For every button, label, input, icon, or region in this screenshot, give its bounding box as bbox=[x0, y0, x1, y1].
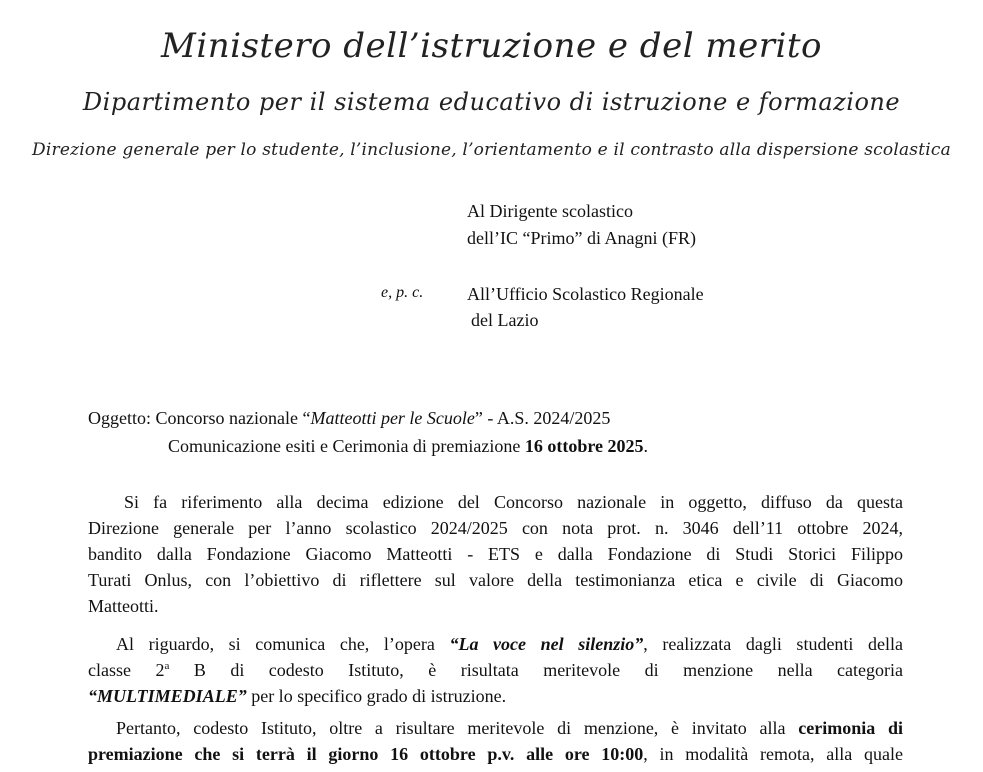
paragraph-1-line: Direzione generale per l’anno scolastico 2024/2025 con nota prot. n. 3046 dell’11 ottobre 2024, bbox=[88, 518, 903, 538]
paragraph-1-line: bandito dalla Fondazione Giacomo Matteotti - ETS e dalla Fondazione di Studi Storici Filippo bbox=[88, 544, 903, 564]
paragraph-1-line: Matteotti. bbox=[88, 596, 159, 616]
paragraph-2-line: Al riguardo, si comunica che, l’opera “La voce nel silenzio”, realizzata dagli studenti della bbox=[116, 634, 904, 654]
paragraph-1-line: Si fa riferimento alla decima edizione del Concorso nazionale in oggetto, diffuso da questa bbox=[124, 492, 903, 512]
letterhead-directorate: Direzione generale per lo studente, l’inclusione, l’orientamento e il contrasto alla dispersione scolastica bbox=[32, 140, 951, 160]
paragraph-3-line: premiazione che si terrà il giorno 16 ottobre p.v. alle ore 10:00, in modalità remota, alla quale bbox=[88, 744, 903, 764]
paragraph-1 bbox=[88, 489, 903, 619]
subject-line2-post: . bbox=[643, 436, 649, 456]
ceremony-date: 16 ottobre 2025 bbox=[524, 436, 644, 456]
subject-line2-pre: Comunicazione esiti e Cerimonia di premiazione bbox=[168, 436, 525, 456]
paragraph-3 bbox=[88, 715, 903, 767]
recipient-line-1: Al Dirigente scolastico bbox=[467, 201, 633, 221]
recipient-line-2: dell’IC “Primo” di Anagni (FR) bbox=[467, 228, 696, 248]
letterhead-department: Dipartimento per il sistema educativo di istruzione e formazione bbox=[82, 88, 901, 116]
paragraph-2-line: “MULTIMEDIALE” per lo specifico grado di istruzione. bbox=[88, 686, 507, 706]
paragraph-3-line: Pertanto, codesto Istituto, oltre a risultare meritevole di menzione, è invitato alla cerimonia di bbox=[116, 718, 903, 738]
cc-label: e, p. c. bbox=[381, 284, 424, 301]
paragraph-2-line: classe 2$^a$ B di codesto Istituto, è risultata meritevole di menzione nella categoria bbox=[88, 660, 903, 680]
cc-recipient-line-2: del Lazio bbox=[471, 310, 539, 330]
cc-recipient-line-1: All’Ufficio Scolastico Regionale bbox=[467, 284, 704, 304]
paragraph-1-line: Turati Onlus, con l’obiettivo di riflettere sul valore della testimonianza etica e civile di Giacomo bbox=[88, 570, 903, 590]
work-title: “La voce nel silenzio” bbox=[449, 634, 644, 654]
ordinal-superscript: a bbox=[164, 660, 170, 672]
category-name: “MULTIMEDIALE” bbox=[88, 686, 247, 706]
subject-line-2 bbox=[168, 432, 648, 460]
subject-text-post: ” - A.S. 2024/2025 bbox=[474, 408, 611, 428]
letterhead-ministry: Ministero dell’istruzione e del merito bbox=[161, 26, 822, 66]
paragraph-2 bbox=[88, 631, 903, 709]
competition-title: Matteotti per le Scuole bbox=[310, 408, 475, 428]
subject-line-1 bbox=[88, 404, 610, 432]
subject-text-pre: Concorso nazionale “ bbox=[155, 408, 311, 428]
subject-label: Oggetto: bbox=[88, 408, 151, 428]
